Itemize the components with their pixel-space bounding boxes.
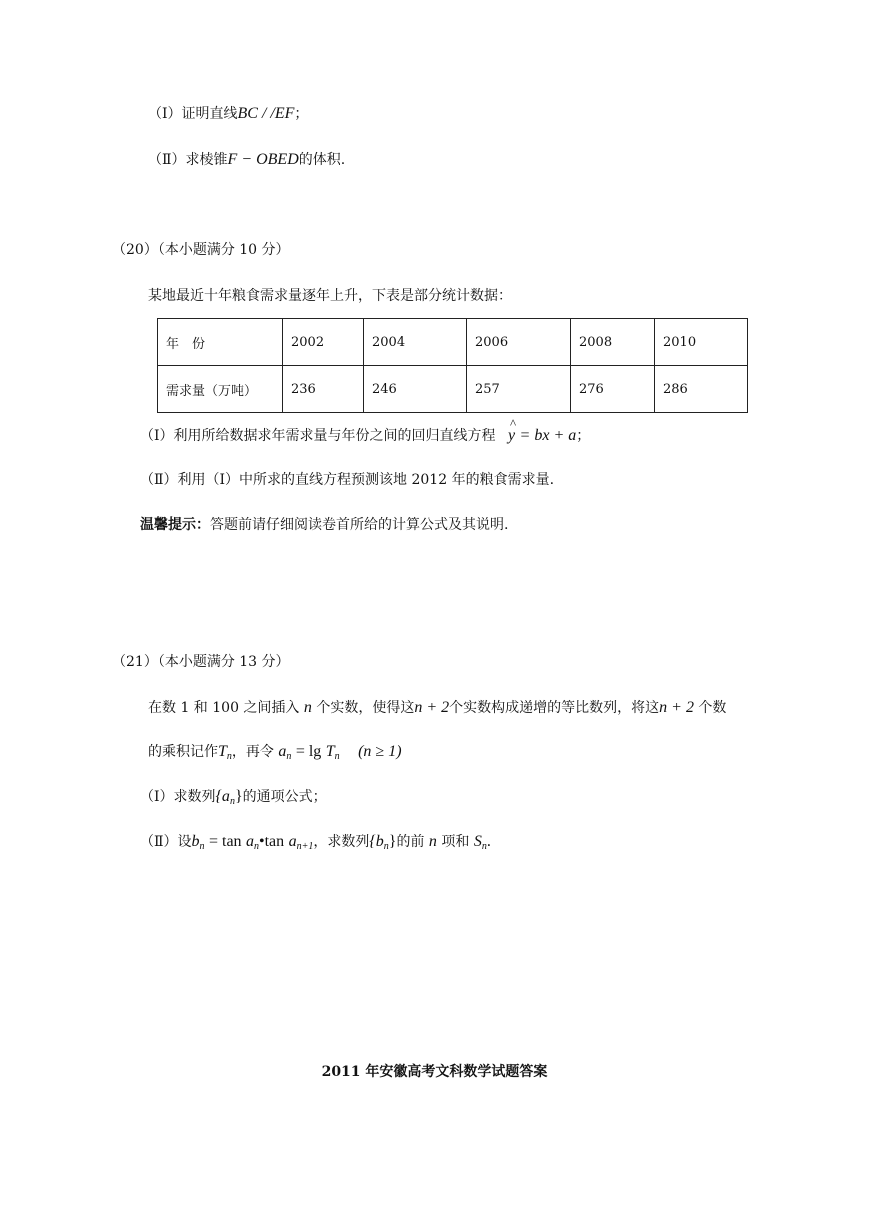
q20-part1-eq: = bx + a (519, 427, 577, 444)
q19-part2-suffix: 的体积. (298, 152, 346, 168)
q21-line2-eq-sub: n (286, 751, 292, 762)
q20-intro: 某地最近十年粮食需求量逐年上升，下表是部分统计数据： (148, 288, 512, 304)
demand-table (157, 318, 748, 413)
q19-part1 (148, 104, 308, 124)
table-cell: 2004 (364, 319, 467, 366)
q21-line2-cond: (n ≥ 1) (358, 743, 402, 760)
q21-line2-eq-T: T (325, 743, 335, 760)
q21-line1-b: 个实数，使得这 (316, 700, 415, 716)
q19-part1-prefix: （Ⅰ）证明直线 (148, 106, 238, 122)
q20-part1-suffix: ； (576, 428, 591, 444)
q21-part2-S-sub: n (481, 841, 487, 852)
q21-part1-suffix: 的通项公式； (242, 789, 327, 805)
q19-part1-math: BC / /EF (237, 105, 295, 122)
table-cell: 276 (571, 366, 655, 413)
q21-part1 (140, 787, 327, 812)
q21-part2-sub-n: n (199, 841, 205, 852)
q21-part2-set: {b (369, 833, 384, 850)
q21-line2-b: ，再令 (231, 744, 274, 760)
q21-line1-n: n (303, 699, 312, 716)
q21-part2-tail: 的前 (396, 834, 425, 850)
q21-part2-eq: = tan (208, 833, 242, 850)
q21-part2-sub-n2: n (254, 841, 259, 852)
q21-part2-S: S (473, 833, 482, 850)
q21-part2-sub-n1: n+1 (296, 841, 314, 852)
table-cell: 286 (655, 366, 748, 413)
q21-line1-m1: n + 2 (414, 699, 450, 716)
q20-part2: （Ⅱ）利用（Ⅰ）中所求的直线方程预测该地 2012 年的粮食需求量. (140, 472, 555, 488)
q21-header: （21）（本小题满分 13 分） (112, 654, 290, 670)
q21-line2 (148, 742, 402, 767)
q21-part2-set-close: } (388, 833, 397, 850)
table-header-row (158, 319, 748, 366)
table-cell: 2008 (571, 319, 655, 366)
table-cell: 需求量（万吨） (158, 366, 283, 413)
q21-part1-prefix: （Ⅰ）求数列 (140, 789, 216, 805)
table-cell: 236 (283, 366, 364, 413)
q21-line2-sub: n (226, 751, 232, 762)
q21-part2 (140, 832, 491, 857)
q21-line2-eq-mid: = lg (295, 743, 322, 760)
q21-line1-a: 在数 1 和 100 之间插入 (148, 700, 300, 716)
q19-part2 (148, 150, 345, 170)
q21-line2-eq-a: a (278, 743, 287, 760)
q21-line2-eq-sub2: n (334, 751, 340, 762)
answer-section-title: 2011 年安徽高考文科数学试题答案 (321, 1064, 548, 1080)
q21-part2-b: b (191, 833, 200, 850)
q21-part2-end: . (486, 833, 491, 850)
q21-line1 (148, 698, 726, 718)
q20-part1 (140, 426, 590, 446)
table-cell: 2006 (467, 319, 571, 366)
q19-part2-prefix: （Ⅱ）求棱锥 (148, 152, 228, 168)
q21-part2-mid: ，求数列 (313, 834, 370, 850)
q21-line2-T: T (218, 743, 227, 760)
q21-part1-sub: n (229, 796, 235, 807)
q20-tip (140, 515, 508, 535)
q21-part1-close: } (234, 788, 243, 805)
q21-part2-a: a (246, 833, 254, 850)
q21-part2-tail2: 项和 (441, 834, 470, 850)
table-row (158, 366, 748, 413)
q19-part2-math: F − OBED (227, 151, 299, 168)
q21-line1-d: 个数 (698, 700, 727, 716)
table-cell: 年 份 (158, 319, 283, 366)
q21-part2-set-sub: n (383, 841, 389, 852)
q20-tip-label: 温馨提示： (140, 517, 210, 533)
q21-part1-math: {a (215, 788, 230, 805)
table-cell: 246 (364, 366, 467, 413)
q19-part1-suffix: ； (294, 106, 309, 122)
q21-part2-dot: •tan (259, 833, 285, 850)
q21-part2-n: n (428, 833, 437, 850)
q20-part1-yhat: ^ y (508, 426, 515, 446)
q21-line1-c: 个实数构成递增的等比数列，将这 (449, 700, 660, 716)
table-cell: 257 (467, 366, 571, 413)
table-cell: 2010 (655, 319, 748, 366)
q21-part2-prefix: （Ⅱ）设 (140, 834, 192, 850)
q21-line1-m2: n + 2 (659, 699, 694, 716)
q20-tip-text: 答题前请仔细阅读卷首所给的计算公式及其说明. (210, 517, 509, 533)
q21-part2-a2: a (288, 833, 297, 850)
q20-header: （20）（本小题满分 10 分） (112, 242, 290, 258)
q21-line2-a: 的乘积记作 (148, 744, 218, 760)
table-cell: 2002 (283, 319, 364, 366)
q20-part1-prefix: （Ⅰ）利用所给数据求年需求量与年份之间的回归直线方程 (140, 428, 496, 444)
